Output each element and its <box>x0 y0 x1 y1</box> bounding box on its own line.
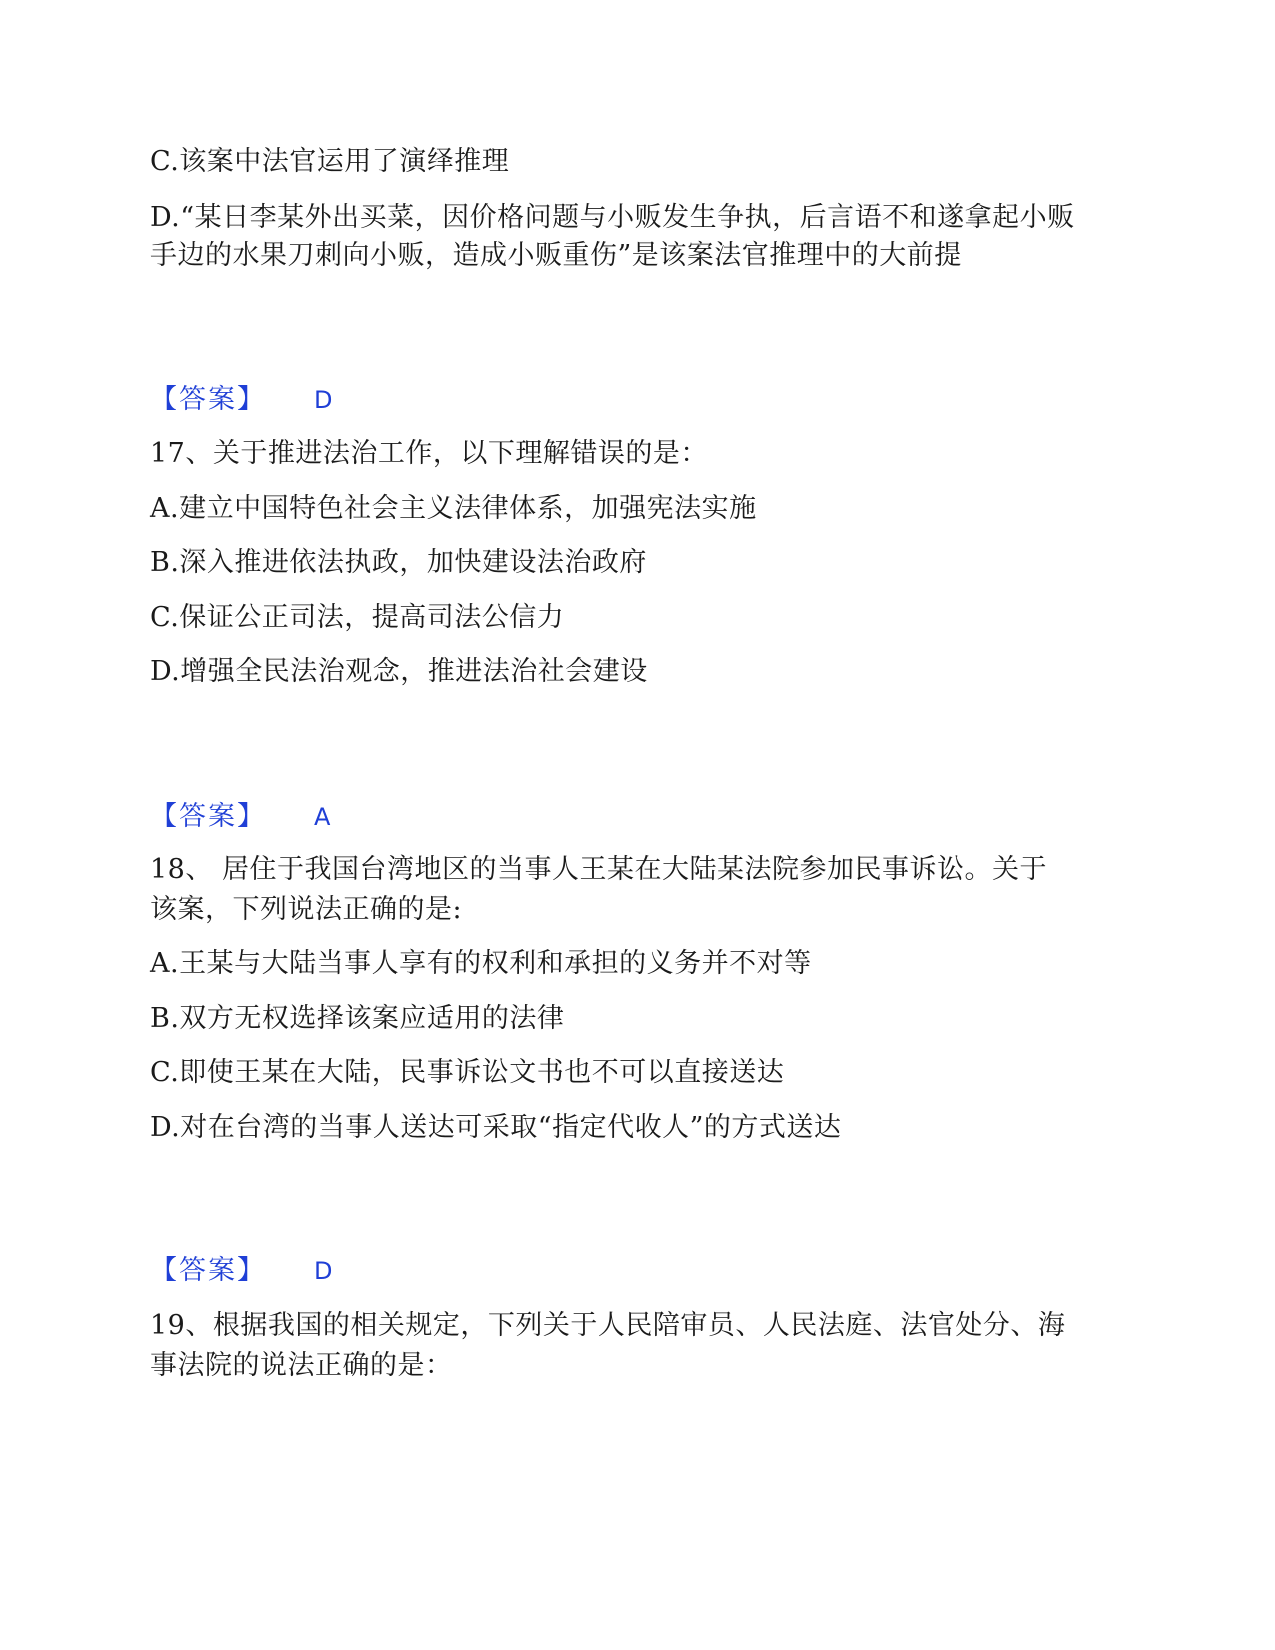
q18-answer-label: 【答案】 <box>150 1255 266 1286</box>
q17-answer-label: 【答案】 <box>150 801 266 832</box>
q19-stem-line2: 事法院的说法正确的是： <box>150 1350 453 1381</box>
q18-option-c: C.即使王某在大陆，民事诉讼文书也不可以直接送达 <box>150 1057 785 1088</box>
q17-option-a: A.建立中国特色社会主义法律体系，加强宪法实施 <box>150 493 757 524</box>
q16-option-c: C.该案中法官运用了演绎推理 <box>150 146 510 177</box>
q17-option-b: B.深入推进依法执政，加快建设法治政府 <box>150 547 647 578</box>
q18-answer-value: D <box>314 1257 333 1285</box>
q16-option-d-line2: 手边的水果刀刺向小贩，造成小贩重伤”是该案法官推理中的大前提 <box>150 240 962 271</box>
q18-option-a: A.王某与大陆当事人享有的权利和承担的义务并不对等 <box>150 948 812 979</box>
q16-answer <box>150 380 332 420</box>
q18-stem-line2: 该案，下列说法正确的是: <box>150 894 463 925</box>
q18-answer <box>150 1251 332 1291</box>
q19-stem-line1: 19、根据我国的相关规定，下列关于人民陪审员、人民法庭、法官处分、海 <box>150 1310 1066 1341</box>
q17-option-d: D.增强全民法治观念，推进法治社会建设 <box>150 656 648 687</box>
q16-answer-value: D <box>314 386 333 414</box>
q18-option-b: B.双方无权选择该案应适用的法律 <box>150 1003 565 1034</box>
q18-option-d: D.对在台湾的当事人送达可采取“指定代收人”的方式送达 <box>150 1112 842 1143</box>
q17-stem: 17、关于推进法治工作，以下理解错误的是： <box>150 438 708 469</box>
q17-option-c: C.保证公正司法，提高司法公信力 <box>150 602 565 633</box>
q17-answer <box>150 797 330 837</box>
q18-stem-line1: 18、 居住于我国台湾地区的当事人王某在大陆某法院参加民事诉讼。关于 <box>150 854 1047 885</box>
q16-answer-label: 【答案】 <box>150 384 266 415</box>
q17-answer-value: A <box>314 803 331 831</box>
q16-option-d-line1: D.“某日李某外出买菜，因价格问题与小贩发生争执，后言语不和遂拿起小贩 <box>150 202 1075 233</box>
